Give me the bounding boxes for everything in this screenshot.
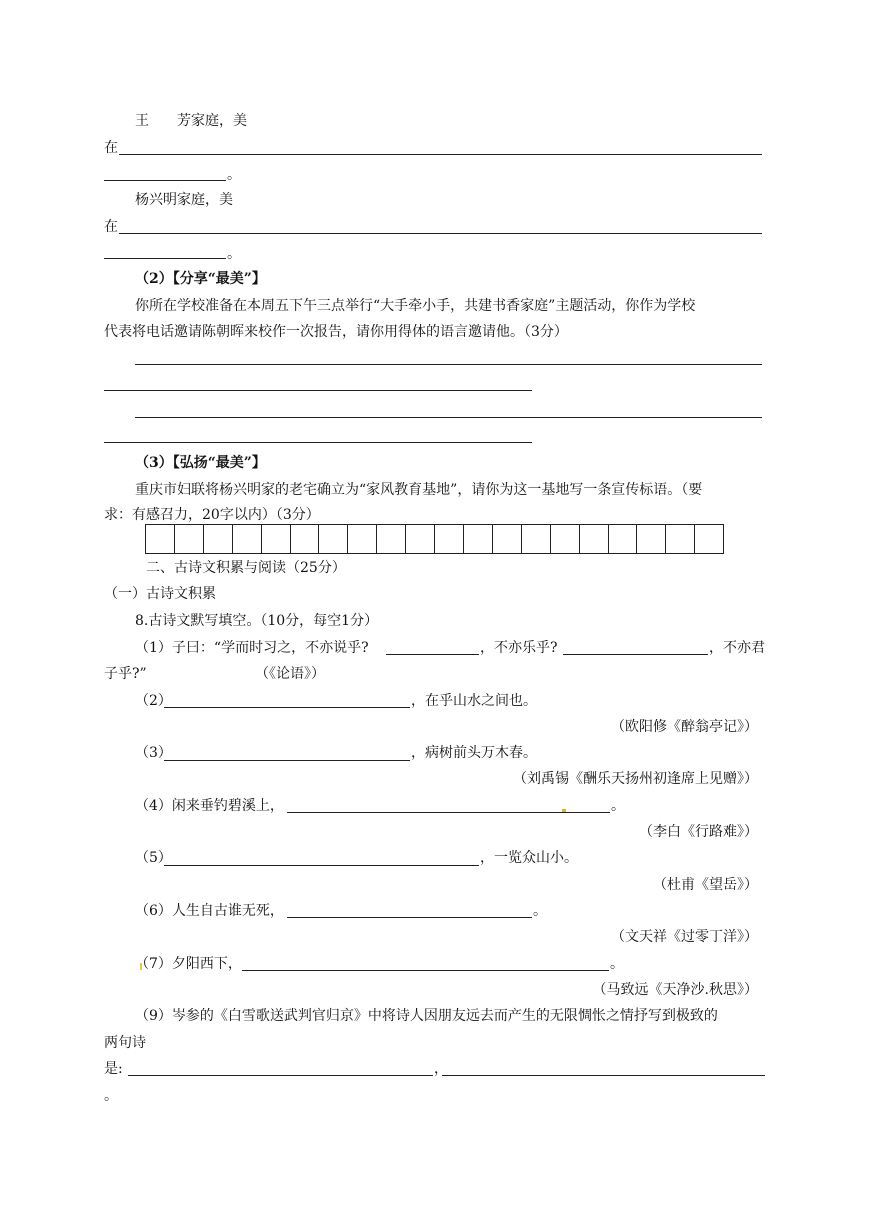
slogan-grid-cell[interactable] bbox=[204, 525, 233, 553]
slogan-grid-cell[interactable] bbox=[580, 525, 609, 553]
slogan-grid-cell[interactable] bbox=[377, 525, 406, 553]
item9-shi: 是: bbox=[104, 1061, 123, 1077]
item1-source: （《论语》） bbox=[255, 666, 325, 682]
promote-heading: （3）【弘扬“最美”】 bbox=[135, 455, 266, 471]
item4-source: （李白《行路难》） bbox=[639, 824, 758, 840]
slogan-grid-cell[interactable] bbox=[609, 525, 638, 553]
item1-text-b: ，不亦乐乎? bbox=[480, 640, 558, 656]
item7-blank[interactable] bbox=[242, 970, 609, 971]
item6-text: （6）人生自古谁无死， bbox=[135, 903, 284, 919]
yellow-mark bbox=[562, 809, 566, 812]
item4-end: 。 bbox=[611, 798, 625, 814]
share-heading: （2）【分享“最美”】 bbox=[135, 271, 266, 287]
item9-blank-2[interactable] bbox=[442, 1075, 765, 1076]
slogan-answer-grid[interactable] bbox=[145, 524, 724, 554]
item9-blank-1[interactable] bbox=[128, 1075, 433, 1076]
zai-label-2: 在 bbox=[104, 219, 118, 235]
answer-line-wang-1[interactable] bbox=[119, 154, 762, 155]
item9-line1: （9）岑参的《白雪歌送武判官归京》中将诗人因朋友远去而产生的无限惆怅之情抒写到极致的 bbox=[135, 1008, 718, 1024]
share-answer-line-4[interactable] bbox=[104, 442, 532, 443]
item1-blank-1[interactable] bbox=[386, 654, 479, 655]
slogan-grid-cell[interactable] bbox=[233, 525, 262, 553]
slogan-grid-cell[interactable] bbox=[319, 525, 348, 553]
item4-text: （4）闲来垂钓碧溪上， bbox=[135, 798, 284, 814]
item2-source: （欧阳修《醉翁亭记》） bbox=[611, 719, 758, 735]
item7-source: （马致远《天净沙.秋思》） bbox=[592, 982, 758, 998]
slogan-grid-cell[interactable] bbox=[406, 525, 435, 553]
question-8: 8.古诗文默写填空。（10分，每空1分） bbox=[135, 613, 379, 629]
item2-text: ，在乎山水之间也。 bbox=[411, 693, 537, 709]
slogan-grid-cell[interactable] bbox=[551, 525, 580, 553]
share-answer-line-2[interactable] bbox=[104, 390, 532, 391]
part2-sub1: （一）古诗文积累 bbox=[104, 586, 216, 602]
slogan-grid-cell[interactable] bbox=[695, 525, 723, 553]
item2-blank[interactable] bbox=[164, 707, 410, 708]
slogan-grid-cell[interactable] bbox=[666, 525, 695, 553]
share-prompt-line2: 代表将电话邀请陈朝晖来校作一次报告，请你用得体的语言邀请他。（3分） bbox=[104, 324, 568, 340]
slogan-grid-cell[interactable] bbox=[493, 525, 522, 553]
slogan-grid-cell[interactable] bbox=[291, 525, 320, 553]
yang-family-label: 杨兴明家庭，美 bbox=[135, 192, 233, 208]
answer-line-yang-1[interactable] bbox=[119, 233, 762, 234]
item9-comma: ， bbox=[434, 1061, 448, 1077]
slogan-grid-cell[interactable] bbox=[637, 525, 666, 553]
slogan-grid-cell[interactable] bbox=[146, 525, 175, 553]
item3-text: ，病树前头万木春。 bbox=[411, 745, 537, 761]
item5-source: （杜甫《望岳》） bbox=[653, 877, 758, 893]
item6-source: （文天祥《过零丁洋》） bbox=[611, 929, 758, 945]
item9-end: 。 bbox=[104, 1088, 118, 1104]
slogan-grid-cell[interactable] bbox=[464, 525, 493, 553]
slogan-grid-cell[interactable] bbox=[435, 525, 464, 553]
item1-text-d: 子乎?” bbox=[104, 666, 147, 682]
item1-text-c: ，不亦君 bbox=[709, 640, 765, 656]
item4-blank[interactable] bbox=[287, 812, 610, 813]
item5-label: （5） bbox=[135, 850, 172, 866]
answer-line-wang-2[interactable] bbox=[104, 180, 226, 181]
wang-family-label: 王 芳家庭，美 bbox=[135, 113, 247, 129]
item3-blank[interactable] bbox=[164, 760, 410, 761]
item7-text: （7）夕阳西下， bbox=[135, 956, 242, 972]
slogan-grid-cell[interactable] bbox=[348, 525, 377, 553]
period-2: 。 bbox=[227, 246, 241, 262]
share-answer-line-3[interactable] bbox=[135, 417, 762, 418]
item3-label: （3） bbox=[135, 745, 172, 761]
item1-text-a: （1）子曰：“学而时习之，不亦说乎? bbox=[135, 640, 369, 656]
promote-prompt-line1: 重庆市妇联将杨兴明家的老宅确立为“家风教育基地”，请你为这一基地写一条宣传标语。（要 bbox=[135, 482, 703, 498]
zai-label-1: 在 bbox=[104, 140, 118, 156]
item5-blank[interactable] bbox=[164, 865, 479, 866]
item7-end: 。 bbox=[610, 956, 624, 972]
share-prompt-line1: 你所在学校准备在本周五下午三点举行“大手牵小手，共建书香家庭”主题活动，你作为学校 bbox=[135, 298, 696, 314]
slogan-grid-cell[interactable] bbox=[522, 525, 551, 553]
part2-title: 二、古诗文积累与阅读（25分） bbox=[146, 560, 346, 576]
item9-line2: 两句诗 bbox=[104, 1035, 146, 1051]
item5-text: ，一览众山小。 bbox=[480, 850, 578, 866]
item2-label: （2） bbox=[135, 693, 172, 709]
item6-end: 。 bbox=[533, 903, 547, 919]
promote-prompt-line2: 求：有感召力，20字以内）（3分） bbox=[104, 507, 320, 523]
item3-source: （刘禹锡《酬乐天扬州初逢席上见赠》） bbox=[513, 771, 758, 787]
slogan-grid-cell[interactable] bbox=[175, 525, 204, 553]
period-1: 。 bbox=[227, 167, 241, 183]
item6-blank[interactable] bbox=[287, 917, 532, 918]
slogan-grid-cell[interactable] bbox=[262, 525, 291, 553]
item1-blank-2[interactable] bbox=[563, 654, 708, 655]
share-answer-line-1[interactable] bbox=[135, 364, 762, 365]
answer-line-yang-2[interactable] bbox=[104, 258, 226, 259]
